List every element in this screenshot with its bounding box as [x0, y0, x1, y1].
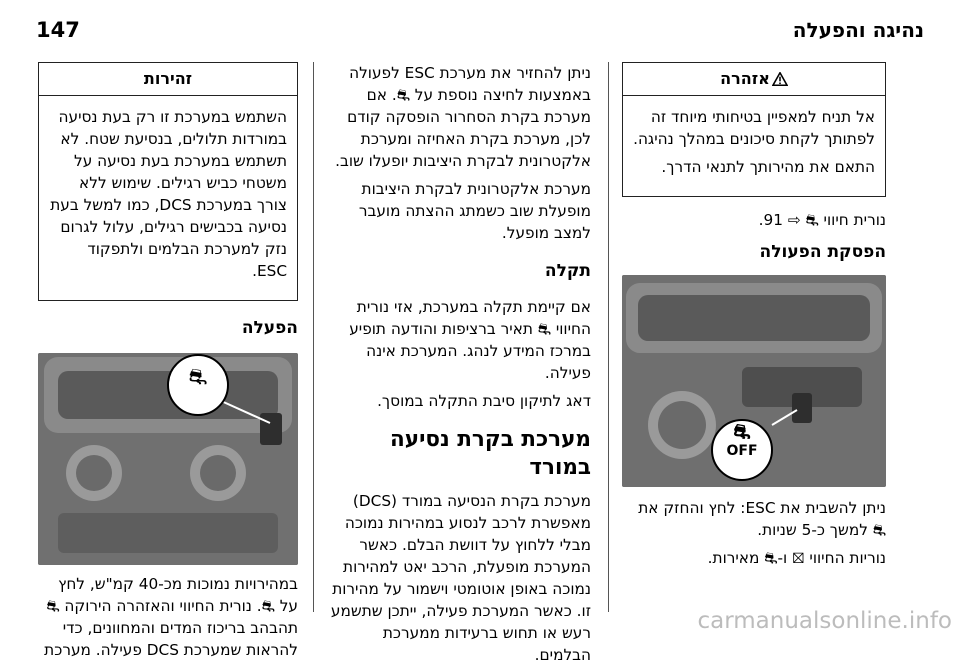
section-heading: הפסקת הפעולה — [759, 242, 886, 262]
dcs-descent-icon: ⛐ — [188, 365, 208, 390]
warning-triangle-icon — [772, 72, 788, 86]
section-heading: הפעלה — [241, 318, 298, 338]
indicator-reference: נורית חיווי ⛐ ⇨ 91. — [758, 211, 886, 229]
page-title: נהיגה והפעלה — [792, 18, 924, 42]
column-divider — [608, 62, 609, 612]
caution-header: זהירות — [39, 63, 297, 96]
dashboard-illustration — [38, 353, 298, 565]
middle-column — [326, 62, 591, 666]
esc-off-icon: ⛐ OFF — [726, 419, 758, 459]
left-column — [38, 62, 298, 661]
warning-text: אל תניח למאפיין בטיחותי מיוחד זה לפתותך לקחת סיכונים במהלך נהיגה. — [633, 108, 875, 148]
column-divider — [313, 62, 314, 612]
deactivation-text: ניתן להשבית את ESC: לחץ והחזק את ⛐ למשך כ-5 שניות. — [638, 499, 886, 539]
section-title: מערכת בקרת נסיעה במורד — [389, 427, 591, 480]
page-header — [36, 18, 924, 58]
warning-text: התאם את מהירותך לתנאי הדרך. — [661, 158, 875, 176]
paragraph: מערכת בקרת הנסיעה במורד (DCS) מאפשרת לרכב לנסוע במהירות נמוכה מבלי ללחוץ על דוושת הבלם. כאשר המערכת מופעלת, הרכב יאט למהירות נמוכה באופן אוטומטי וישמור על מהירות זו. כאשר המערכת פעילה, ייתכן שתשמע רעש או תחוש ברעידות ממערכת הבלמים. — [330, 492, 591, 664]
paragraph: מערכת אלקטרונית לבקרת היציבות מופעלת שוב כשמתג ההצתה מועבר למצב מופעל. — [358, 180, 591, 242]
paragraph: ניתן להחזיר את מערכת ESC לפעולה באמצעות לחיצה נוספת על ⛐. אם מערכת בקרת הסחרור הופסקה קודם לכן, מערכת בקרת האחיזה ומערכת אלקטרונית לבקרת היציבות יופעלו שוב. — [335, 64, 591, 170]
caution-box — [38, 62, 298, 301]
warning-header — [623, 63, 885, 96]
indicators-text: נוריות החיווי ⛝ ו-⛐ מאירות. — [707, 549, 886, 567]
watermark: carmanualsonline.info — [697, 608, 952, 634]
warning-title: אזהרה — [720, 69, 770, 88]
dcs-button-photo — [38, 353, 298, 565]
caution-text: השתמש במערכת זו רק בעת נסיעה במורדות תלולים, בנסיעת שטח. לא תשתמש במערכת בעת נסיעה על משטחי כביש רגילים. שימוש ללא צורך במערכת DCS, כמו למשל בעת נסיעה בכבישים רגילים, עלול לגרום נזק למערכת הבלמים ולתפקוד ESC. — [50, 108, 287, 280]
paragraph: דאג לתיקון סיבת התקלה במוסך. — [377, 392, 591, 410]
right-column — [622, 62, 886, 569]
section-heading: תקלה — [544, 261, 591, 281]
warning-box — [622, 62, 886, 197]
page-number: 147 — [36, 18, 80, 42]
paragraph: אם קיימת תקלה במערכת, אזי נורית החיווי ⛐ תאיר ברציפות והודעה תופיע במרכז המידע לנהג. המערכת אינה פעילה. — [349, 298, 591, 382]
activation-text: במהירויות נמוכות מכ-40 קמ"ש, לחץ על ⛐. נורית החיווי והאזהרה הירוקה ⛐ תהבהב בריכוז המדים והמחוונים, כדי להראות שמערכת DCS פעילה. מערכת — [44, 575, 298, 659]
esc-button-photo — [622, 275, 886, 487]
